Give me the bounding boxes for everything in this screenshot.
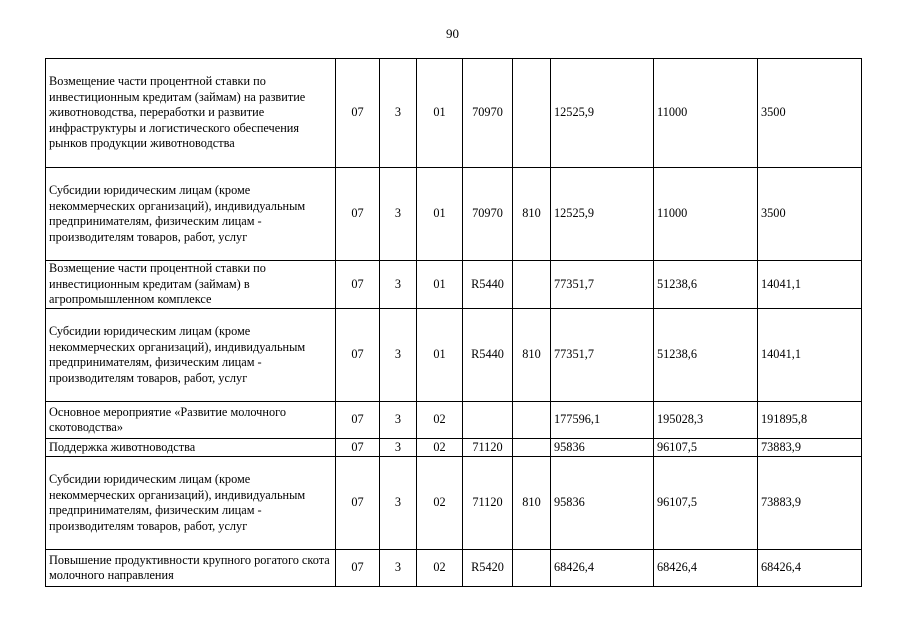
cell-value-3: 191895,8 (758, 402, 862, 439)
table-row (46, 261, 862, 309)
cell-subprogram: 02 (417, 439, 463, 457)
cell-subprogram: 01 (417, 59, 463, 168)
cell-section: 07 (336, 59, 380, 168)
cell-value-1: 77351,7 (551, 309, 654, 402)
cell-value-2: 51238,6 (654, 261, 758, 309)
table-row (46, 59, 862, 168)
cell-section: 07 (336, 457, 380, 550)
cell-value-1: 77351,7 (551, 261, 654, 309)
table-row (46, 309, 862, 402)
cell-direction: R5440 (463, 309, 513, 402)
row-name: Поддержка животноводства (46, 439, 336, 457)
cell-value-2: 51238,6 (654, 309, 758, 402)
row-name: Повышение продуктивности крупного рогатого скота молочного направления (46, 550, 336, 587)
cell-value-3: 73883,9 (758, 439, 862, 457)
cell-section: 07 (336, 550, 380, 587)
cell-program: 3 (380, 402, 417, 439)
cell-value-2: 11000 (654, 59, 758, 168)
cell-expense-type (513, 261, 551, 309)
cell-expense-type (513, 402, 551, 439)
row-name: Субсидии юридическим лицам (кроме некоммерческих организаций), индивидуальным предпринимателям, физическим лицам - производителям товаров, работ, услуг (46, 168, 336, 261)
cell-value-2: 195028,3 (654, 402, 758, 439)
row-name: Возмещение части процентной ставки по инвестиционным кредитам (займам) в агропромышленном комплексе (46, 261, 336, 309)
cell-section: 07 (336, 309, 380, 402)
table-row (46, 168, 862, 261)
cell-section: 07 (336, 168, 380, 261)
cell-value-2: 11000 (654, 168, 758, 261)
cell-value-3: 68426,4 (758, 550, 862, 587)
cell-direction: 70970 (463, 168, 513, 261)
cell-program: 3 (380, 309, 417, 402)
cell-direction: R5440 (463, 261, 513, 309)
cell-subprogram: 01 (417, 261, 463, 309)
budget-table (45, 58, 862, 587)
cell-direction: R5420 (463, 550, 513, 587)
cell-value-1: 12525,9 (551, 59, 654, 168)
cell-value-1: 95836 (551, 439, 654, 457)
cell-subprogram: 02 (417, 457, 463, 550)
cell-value-2: 68426,4 (654, 550, 758, 587)
cell-section: 07 (336, 402, 380, 439)
cell-value-3: 14041,1 (758, 261, 862, 309)
cell-subprogram: 02 (417, 402, 463, 439)
cell-section: 07 (336, 439, 380, 457)
cell-value-1: 12525,9 (551, 168, 654, 261)
cell-value-1: 177596,1 (551, 402, 654, 439)
table-row (46, 457, 862, 550)
cell-program: 3 (380, 457, 417, 550)
table-row (46, 439, 862, 457)
cell-program: 3 (380, 59, 417, 168)
cell-direction: 70970 (463, 59, 513, 168)
cell-direction (463, 402, 513, 439)
row-name: Субсидии юридическим лицам (кроме некоммерческих организаций), индивидуальным предпринимателям, физическим лицам - производителям товаров, работ, услуг (46, 309, 336, 402)
cell-direction: 71120 (463, 439, 513, 457)
cell-value-3: 3500 (758, 168, 862, 261)
cell-expense-type: 810 (513, 168, 551, 261)
cell-expense-type (513, 59, 551, 168)
cell-subprogram: 02 (417, 550, 463, 587)
cell-value-3: 3500 (758, 59, 862, 168)
page-number: 90 (446, 26, 459, 41)
cell-subprogram: 01 (417, 309, 463, 402)
cell-program: 3 (380, 168, 417, 261)
table-row (46, 402, 862, 439)
cell-value-2: 96107,5 (654, 457, 758, 550)
cell-value-3: 73883,9 (758, 457, 862, 550)
cell-program: 3 (380, 550, 417, 587)
cell-expense-type: 810 (513, 309, 551, 402)
cell-expense-type (513, 550, 551, 587)
cell-subprogram: 01 (417, 168, 463, 261)
cell-section: 07 (336, 261, 380, 309)
cell-expense-type (513, 439, 551, 457)
cell-value-3: 14041,1 (758, 309, 862, 402)
cell-value-1: 68426,4 (551, 550, 654, 587)
row-name: Возмещение части процентной ставки по инвестиционным кредитам (займам) на развитие животноводства, переработки и развитие инфраструктуры и логистического обеспечения рынков продукции животноводства (46, 59, 336, 168)
cell-direction: 71120 (463, 457, 513, 550)
table-row (46, 550, 862, 587)
row-name: Основное мероприятие «Развитие молочного скотоводства» (46, 402, 336, 439)
cell-value-2: 96107,5 (654, 439, 758, 457)
cell-program: 3 (380, 261, 417, 309)
cell-expense-type: 810 (513, 457, 551, 550)
cell-value-1: 95836 (551, 457, 654, 550)
cell-program: 3 (380, 439, 417, 457)
row-name: Субсидии юридическим лицам (кроме некоммерческих организаций), индивидуальным предпринимателям, физическим лицам - производителям товаров, работ, услуг (46, 457, 336, 550)
